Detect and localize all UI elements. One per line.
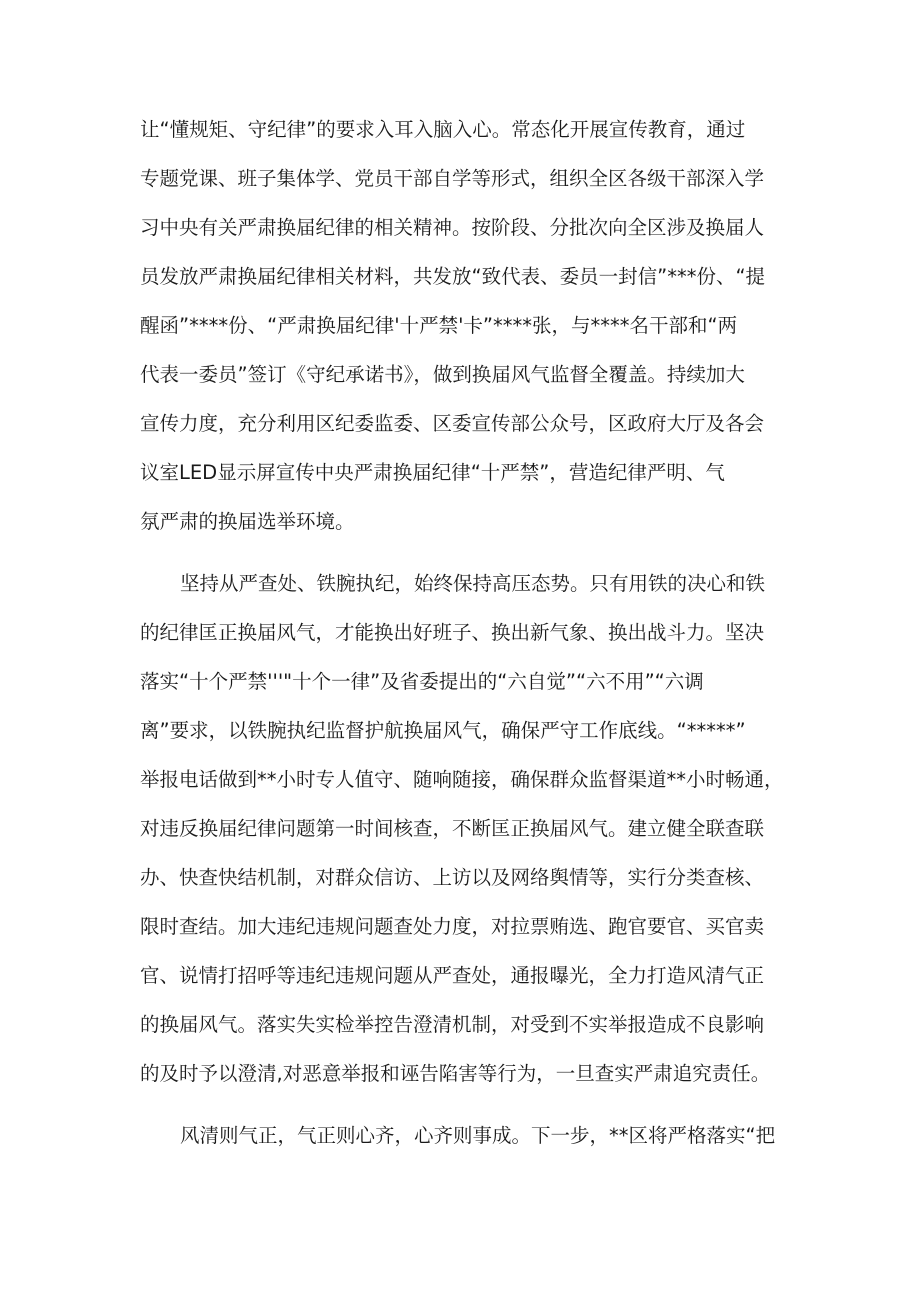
text-line: 氛严肃的换届选举环境。 — [140, 510, 355, 533]
text-line: 风清则气正，气正则心齐，心齐则事成。下一步，**区将严格落实“把 — [180, 1124, 776, 1147]
text-line: 让“懂规矩、守纪律”的要求入耳入脑入心。常态化开展宣传教育，通过 — [140, 118, 746, 141]
text-line: 对违反换届纪律问题第一时间核查，不断匡正换届风气。建立健全联查联 — [140, 817, 765, 840]
text-line: 落实“十个严禁'''"十个一律”及省委提出的“六自觉”“六不用”“六调 — [140, 670, 704, 693]
text-line: 代表一委员”签订《守纪承诺书》，做到换届风气监督全覆盖。持续加大 — [140, 363, 745, 386]
text-line: 议室LED显示屏宣传中央严肃换届纪律“十严禁”，营造纪律严明、气 — [140, 461, 725, 484]
text-line: 宣传力度，充分利用区纪委监委、区委宣传部公众号，区政府大厅及各会 — [140, 412, 765, 435]
text-line: 办、快查快结机制，对群众信访、上访以及网络舆情等，实行分类查核、 — [140, 866, 765, 889]
text-line: 专题党课、班子集体学、党员干部自学等形式，组织全区各级干部深入学 — [140, 167, 765, 190]
text-line: 习中央有关严肃换届纪律的相关精神。按阶段、分批次向全区涉及换届人 — [140, 216, 765, 239]
text-line: 官、说情打招呼等违纪违规问题从严查处，通报曝光，全力打造风清气正 — [140, 964, 765, 987]
text-line: 举报电话做到**小时专人值守、随响随接，确保群众监督渠道**小时畅通， — [140, 768, 784, 791]
text-line: 坚持从严查处、铁腕执纪，始终保持高压态势。只有用铁的决心和铁 — [180, 572, 766, 595]
text-line: 员发放严肃换届纪律相关材料，共发放“致代表、委员一封信”***份、“提 — [140, 265, 766, 288]
text-line: 限时查结。加大违纪违规问题查处力度，对拉票贿选、跑官要官、买官卖 — [140, 915, 765, 938]
text-line: 的换届风气。落实失实检举控告澄清机制，对受到不实举报造成不良影响 — [140, 1013, 765, 1036]
text-line: 的及时予以澄清,对恶意举报和诬告陷害等行为，一旦查实严肃追究责任。 — [140, 1062, 771, 1085]
text-line: 离”要求，以铁腕执纪监督护航换届风气，确保严守工作底线。“*****” — [140, 719, 746, 742]
text-line: 的纪律匡正换届风气，才能换出好班子、换出新气象、换出战斗力。坚决 — [140, 621, 765, 644]
text-line: 醒函”****份、“严肃换届纪律'十严禁'卡”****张，与****名干部和“两 — [140, 314, 738, 337]
